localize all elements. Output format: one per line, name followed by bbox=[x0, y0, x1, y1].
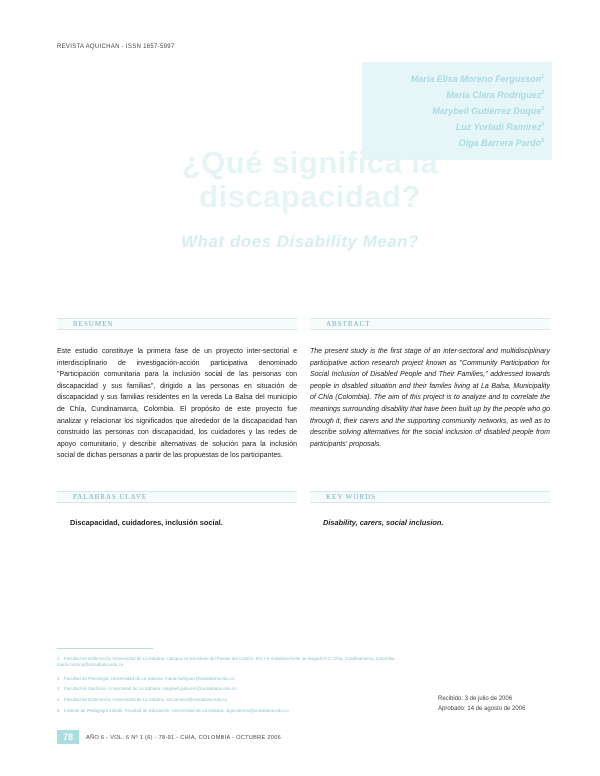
footnote-3: 3 Facultad de Medicina, Universidad de La Sabana. marybell.gutierrez@unisabana.edu.co bbox=[57, 686, 237, 691]
key-words-text: Disability, carers, social inclusion. bbox=[323, 518, 444, 527]
dates-block bbox=[438, 694, 525, 714]
abstract-text: The present study is the first stage of an inter-sectoral and multidisciplinary participative action research project known as "Community Participation for Social Inclusion of Disabled People and Their Families," addressed towards people in disabled situation and their familes living at La Balsa, Municipality of Chía (Colombia). The aim of this project is to analyze and to correlate the meanings surrounding disability that have been built up by the people who go through it, their carers and the supporting community networks, as well as to describe solving alternatives for the social inclusion of disabled people from participants' proposals. bbox=[310, 348, 550, 448]
title-english: What does Disability Mean? bbox=[181, 232, 419, 251]
footnote-2: 2 Facultad de Psicología, Universidad de La Sabana. maria.rodriguez@unisabana.edu.co bbox=[57, 676, 235, 681]
author-1: María Elisa Moreno Fergusson$^1$ bbox=[410, 74, 544, 84]
palabras-clave-heading: PALABRAS CLAVE bbox=[57, 491, 297, 503]
received-date: Recibido: 3 de julio de 2006 bbox=[438, 696, 513, 702]
approved-date: Aprobado: 14 de agosto de 2006 bbox=[438, 706, 526, 712]
author-2: María Clara Rodríguez$^2$ bbox=[446, 90, 544, 100]
footnote-1: 1 Facultad de Enfermería, Universidad de La Sabana. Campus Universitario del Puente del Común, Km 7.5 Autopista Norte de Bogotá D.C. Chía, Cundinamarca, Colombia. maria.moreno@unisabana.edu.co bbox=[57, 656, 396, 667]
author-3: Marybell Gutiérrez Duque$^3$ bbox=[432, 106, 544, 116]
resumen-heading: RESUMEN bbox=[57, 318, 297, 330]
footnote-4: 4 Facultad de Enfermería, Universidad de La Sabana. luz.ramirez@unisabana.edu.co bbox=[57, 697, 228, 702]
page-number: 78 bbox=[57, 730, 79, 744]
footnote-5: 5 Instituto de Pedagogía Infantil, Facultad de Educación, Universidad de La Sabana. olga.barrera@unisabana.edu.co bbox=[57, 708, 289, 713]
journal-header: REVISTA AQUICHAN - ISSN 1657-5997 bbox=[57, 44, 175, 50]
palabras-clave-text: Discapacidad, cuidadores, inclusión social. bbox=[70, 518, 223, 527]
key-words-heading: KEY WORDS bbox=[310, 491, 550, 503]
footnote-rule bbox=[57, 648, 153, 649]
abstract-heading: ABSTRACT bbox=[310, 318, 550, 330]
issue-info: AÑO 6 - VOL. 6 Nº 1 (6) - 78-91 - CHÍA, COLOMBIA - OCTUBRE 2006 bbox=[86, 735, 282, 741]
title-spanish: ¿Qué significa la discapacidad? bbox=[181, 145, 439, 214]
author-5: Olga Barrera Pardo$^5$ bbox=[458, 138, 544, 148]
author-4: Luz Yorladi Ramírez$^4$ bbox=[455, 122, 544, 132]
resumen-text: Este estudio constituye la primera fase de un proyecto inter-sectorial e interdisciplinario de investigación-acción participativa denominado "Participación comunitaria para la inclusión social de las personas con discapacidad y sus familias", dirigido a las personas en situación de discapacidad y sus familias residentes en la vereda La Balsa del municipio de Chía, Cundinamarca, Colombia. El propósito de este proyecto fue analizar y relacionar los significados que alrededor de la discapacidad han construido las personas con discapacidad, los cuidadores y las redes de apoyo comunitario, y describir alternativas de solución para la inclusión social de dichas personas a partir de las propuestas de los participantes. bbox=[57, 348, 297, 460]
